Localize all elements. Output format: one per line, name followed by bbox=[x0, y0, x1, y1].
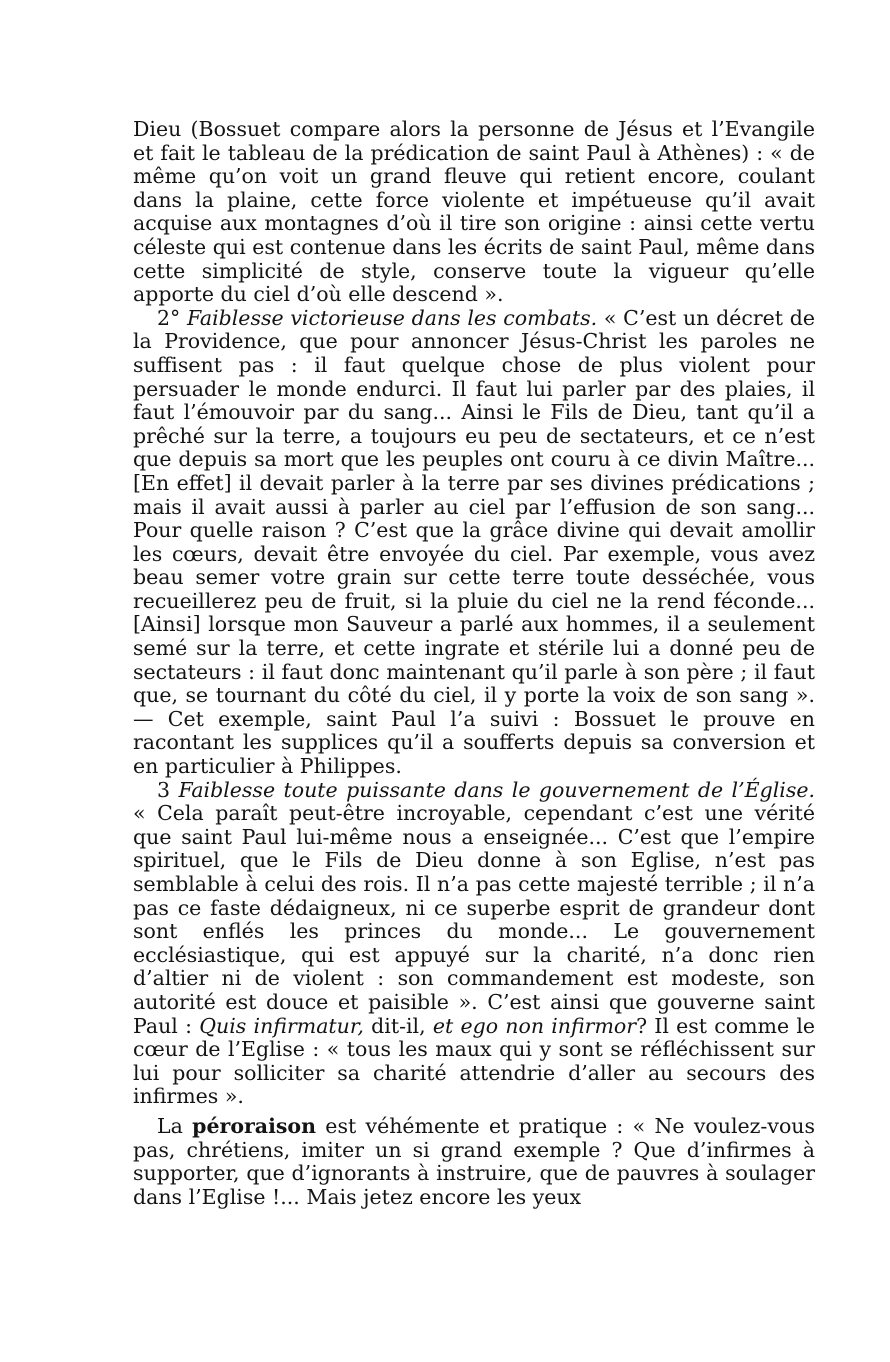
latin-quote-1: Quis infirmatur, bbox=[199, 1013, 364, 1038]
page-text bbox=[133, 118, 815, 1209]
section-heading-2: Faiblesse victorieuse dans les combats. bbox=[187, 305, 598, 330]
section-body-3c: ? Il est comme le cœur de l’Eglise : « tous les maux qui y sont se réfléchissent sur lui pour solliciter sa charité attendrie d’aller au secours des infirmes ». bbox=[133, 1013, 816, 1109]
section-number-2: 2° bbox=[157, 305, 181, 330]
peroration-body: est véhémente et pratique : « Ne voulez-vous pas, chrétiens, imiter un si grand exemple ? Que d’infirmes à supporter, que d’ignorants à instruire, que de pauvres à soulager dans l’Eglise !... Mais jetez encore les yeux bbox=[133, 1113, 816, 1209]
paragraph-victorious-weakness bbox=[133, 307, 815, 779]
paragraph-powerful-weakness bbox=[133, 779, 815, 1109]
paragraph-intro-text: Dieu (Bossuet compare alors la personne de Jésus et l’Evangile et fait le tableau de la prédication de saint Paul à Athènes) : « de même qu’on voit un grand fleuve qui retient encore, coulant dans la plaine, cette force violente et impétueuse qu’il avait acquise aux montagnes d’où il tire son origine : ainsi cette vertu céleste qui est contenue dans les écrits de saint Paul, même dans cette simplicité de style, conserve toute la vigueur qu’elle apporte du ciel d’où elle descend ». bbox=[133, 117, 815, 307]
peroration-term: péroraison bbox=[192, 1113, 316, 1138]
section-body-2: « C’est un décret de la Providence, que pour annoncer Jésus-Christ les paroles ne suffisent pas : il faut quelque chose de plus violent pour persuader le monde endurci. Il faut lui parler par des plaies, il faut l’émouvoir par du sang... Ainsi le Fils de Dieu, tant qu’il a prêché sur la terre, a toujours eu peu de sectateurs, et ce n’est que depuis sa mort que les peuples ont couru à ce divin Maître... [En effet] il devait parler à la terre par ses divines prédications ; mais il avait aussi à parler au ciel par l’effusion de son sang... Pour quelle raison ? C’est que la grâce divine qui devait amollir les cœurs, devait être envoyée du ciel. Par exemple, vous avez beau semer votre grain sur cette terre toute desséchée, vous recueillerez peu de fruit, si la pluie du ciel ne la rend féconde... [Ainsi] lorsque mon Sauveur a parlé aux hommes, il a seulement semé sur la terre, et cette ingrate et stérile lui a donné peu de sectateurs : il faut donc maintenant qu’il parle à son père ; il faut que, se tournant du côté du ciel, il y porte la voix de son sang ». — Cet exemple, saint Paul l’a suivi : Bossuet le prouve en racontant les supplices qu’il a soufferts depuis sa conversion et en particulier à Philippes. bbox=[133, 305, 815, 779]
peroration-lead: La bbox=[157, 1113, 193, 1138]
section-heading-3: Faiblesse toute puissante dans le gouvernement de l’Église. bbox=[178, 777, 815, 802]
paragraph-peroration bbox=[133, 1115, 815, 1209]
section-body-3b: dit-il, bbox=[363, 1013, 433, 1038]
section-body-3a: « Cela paraît peut-être incroyable, cependant c’est une vérité que saint Paul lui-même nous a enseignée... C’est que l’empire spirituel, que le Fils de Dieu donne à son Eglise, n’est pas semblable à celui des rois. Il n’a pas cette majesté terrible ; il n’a pas ce faste dédaigneux, ni ce superbe esprit de grandeur dont sont enflés les princes du monde... Le gouvernement ecclésiastique, qui est appuyé sur la charité, n’a donc rien d’altier ni de violent : son commandement est modeste, son autorité est douce et paisible ». C’est ainsi que gouverne saint Paul : bbox=[133, 801, 815, 1038]
paragraph-intro bbox=[133, 118, 815, 307]
section-number-3: 3 bbox=[157, 777, 171, 802]
latin-quote-2: et ego non infirmor bbox=[432, 1013, 637, 1038]
